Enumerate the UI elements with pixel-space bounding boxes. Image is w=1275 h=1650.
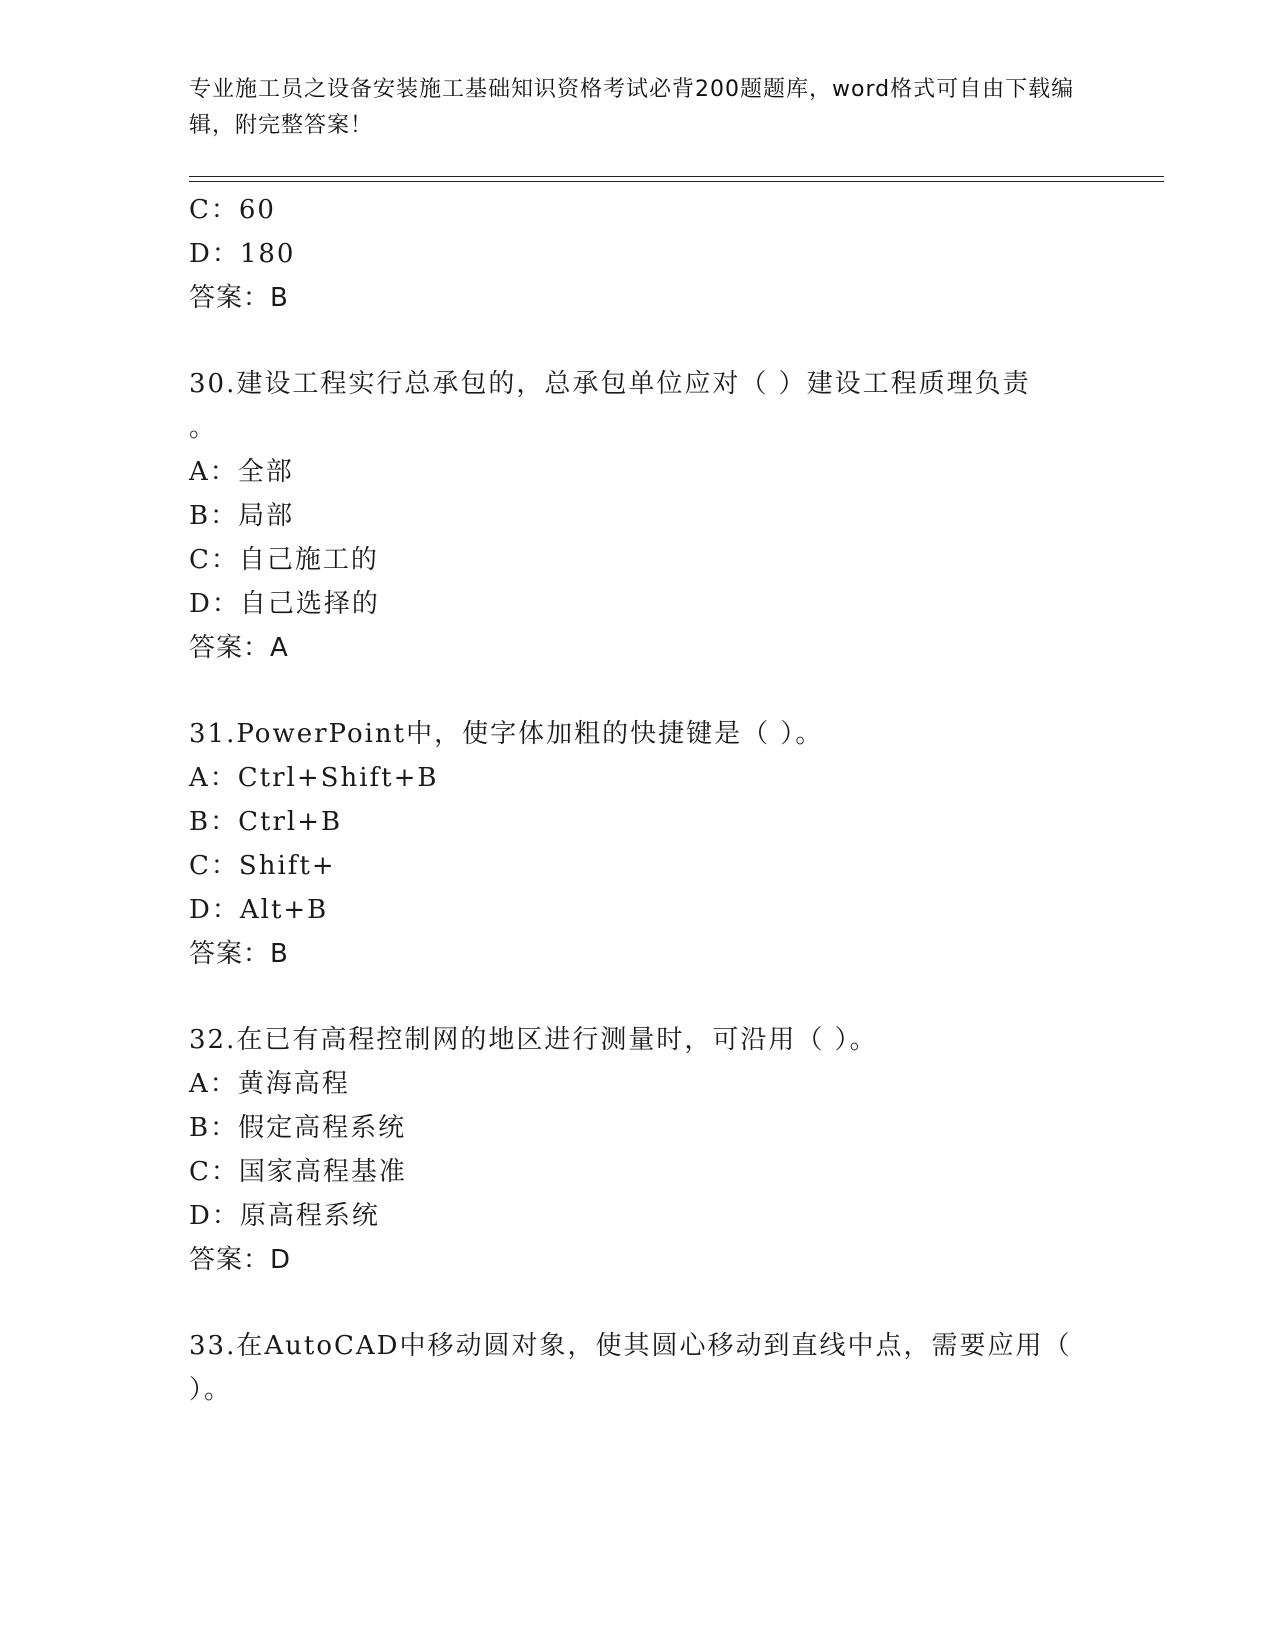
q30-answer: 答案：A	[189, 633, 289, 663]
q31-option-a: A：Ctrl+Shift+B	[189, 763, 439, 793]
prev-option-d: D：180	[189, 239, 296, 269]
q32-question: 32.在已有高程控制网的地区进行测量时，可沿用（ ）。	[189, 1025, 878, 1055]
q32-option-b: B：假定高程系统	[189, 1113, 407, 1143]
q32-option-c: C：国家高程基准	[189, 1157, 407, 1187]
prev-option-c: C：60	[189, 195, 276, 225]
document-header: 专业施工员之设备安装施工基础知识资格考试必背200题题库，word格式可自由下载编辑，附完整答案！	[189, 77, 1075, 138]
q31-option-d: D：Alt+B	[189, 895, 329, 925]
q31-question: 31.PowerPoint中，使字体加粗的快捷键是（ ）。	[189, 719, 824, 749]
q32-option-a: A：黄海高程	[189, 1069, 350, 1099]
q30-question-line2: 。	[189, 413, 218, 443]
q32-answer: 答案：D	[189, 1245, 292, 1275]
q33-question-line2: ）。	[189, 1375, 233, 1405]
prev-answer: 答案：B	[189, 283, 289, 313]
q30-question-line1: 30.建设工程实行总承包的，总承包单位应对（ ）建设工程质理负责	[189, 369, 1031, 399]
q33-question-line1: 33.在AutoCAD中移动圆对象，使其圆心移动到直线中点，需要应用（	[189, 1331, 1072, 1361]
q30-option-a: A：全部	[189, 457, 294, 487]
q30-option-b: B：局部	[189, 501, 295, 531]
q31-option-c: C：Shift+	[189, 851, 336, 881]
q30-option-d: D：自己选择的	[189, 589, 380, 619]
q30-option-c: C：自己施工的	[189, 545, 379, 575]
q31-option-b: B：Ctrl+B	[189, 807, 343, 837]
q32-option-d: D：原高程系统	[189, 1201, 380, 1231]
header-divider-top	[189, 176, 1164, 177]
q31-answer: 答案：B	[189, 939, 289, 969]
header-divider-bottom	[189, 181, 1164, 182]
